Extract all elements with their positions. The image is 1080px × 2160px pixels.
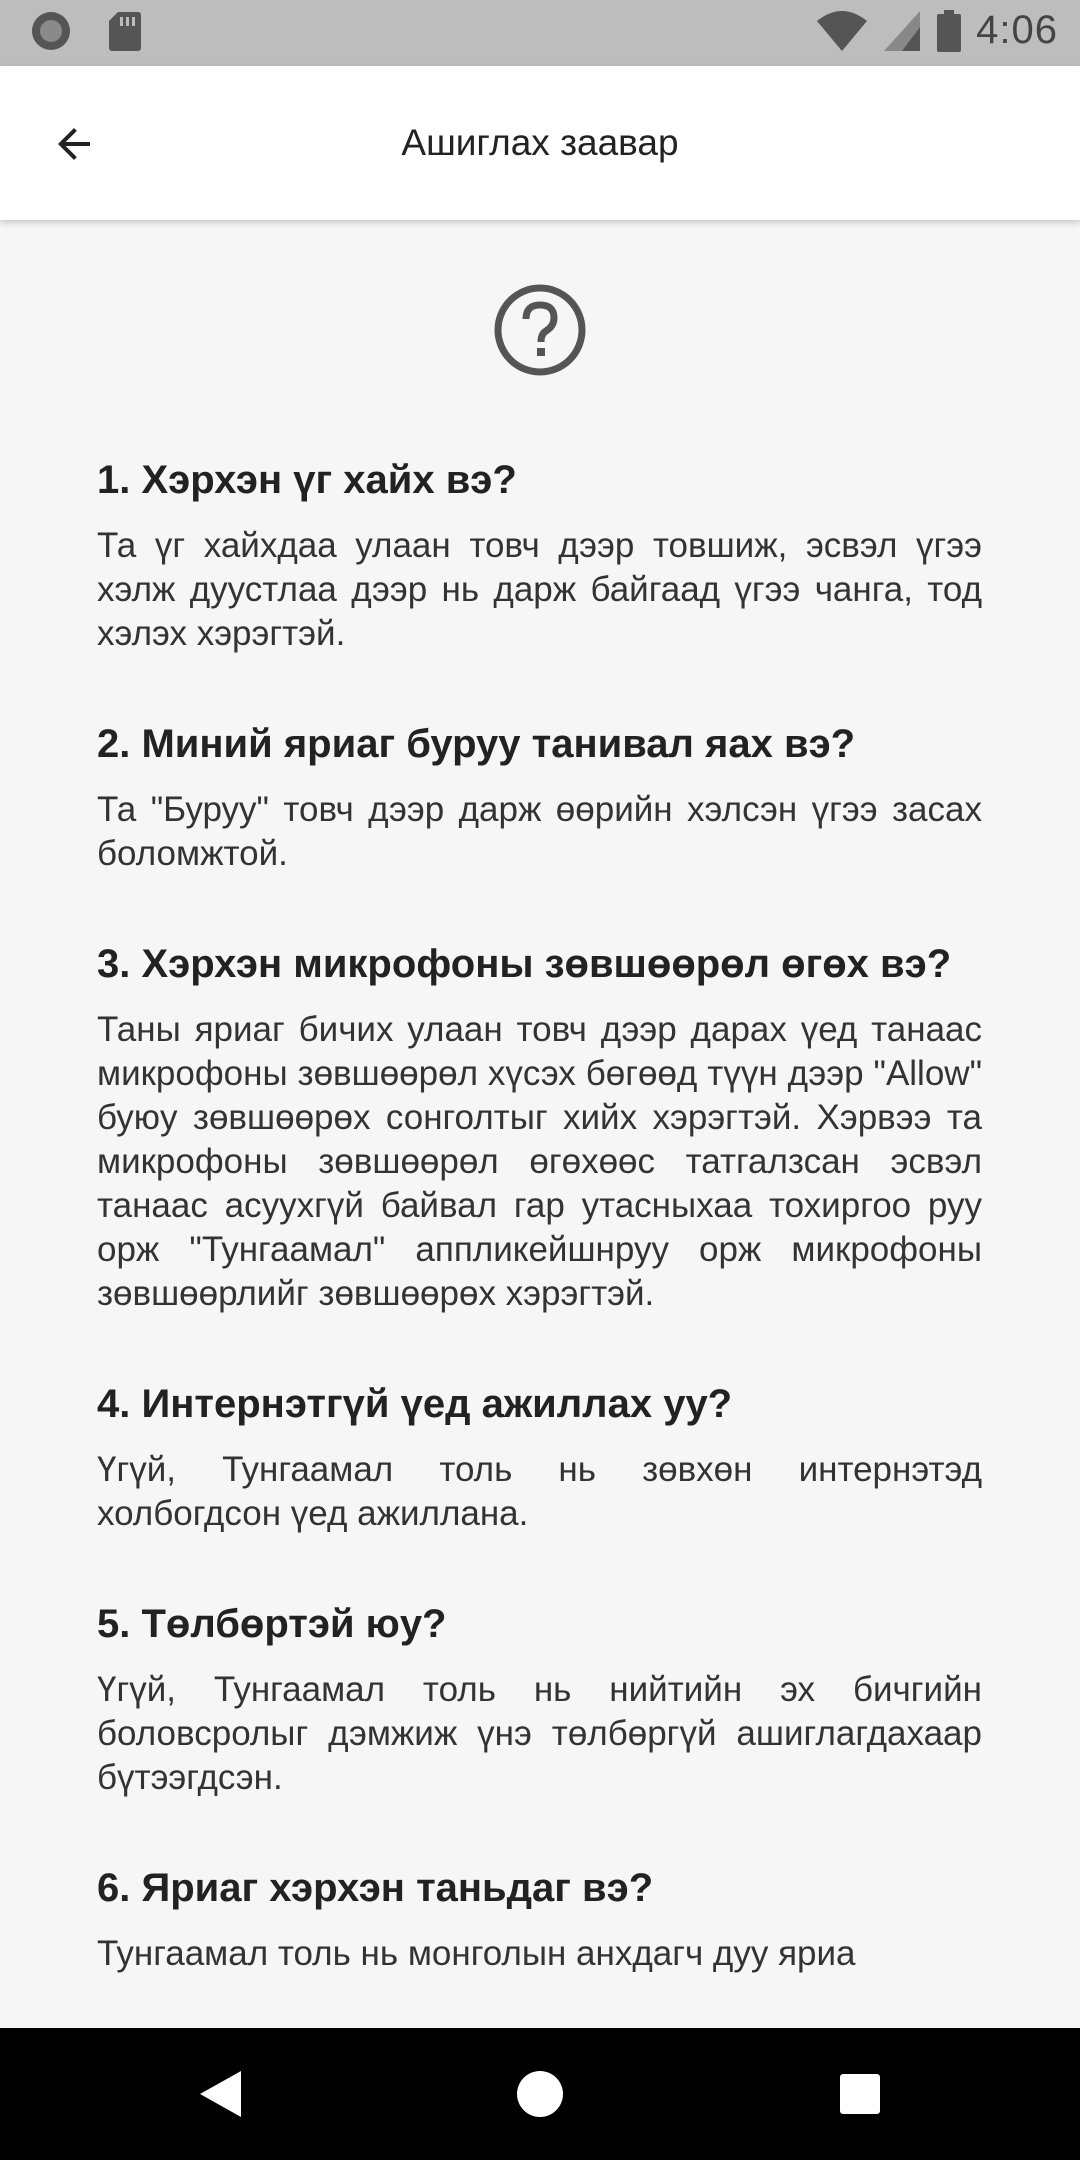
- faq-question: 4. Интернэтгүй үед ажиллах уу?: [97, 1382, 733, 1426]
- faq-question: 2. Миний яриаг буруу танивал яах вэ?: [97, 722, 856, 766]
- nav-back-button[interactable]: [180, 2054, 260, 2134]
- faq-item: [97, 1860, 982, 1976]
- nav-recents-button[interactable]: [820, 2054, 900, 2134]
- faq-question: 1. Хэрхэн үг хайх вэ?: [97, 458, 517, 502]
- faq-question: 5. Төлбөртэй юу?: [97, 1602, 447, 1646]
- faq-question: 3. Хэрхэн микрофоны зөвшөөрөл өгөх вэ?: [97, 942, 952, 986]
- system-nav-bar: [0, 2028, 1080, 2160]
- help-content[interactable]: [0, 220, 1080, 2028]
- faq-item: [97, 1376, 982, 1536]
- back-button[interactable]: [40, 110, 108, 178]
- page-title: Ашиглах заавар: [401, 122, 679, 163]
- circle-notification-icon: [30, 10, 72, 52]
- faq-item: [97, 716, 982, 876]
- battery-icon: [936, 9, 962, 53]
- nav-home-icon: [516, 2070, 564, 2118]
- nav-home-button[interactable]: [500, 2054, 580, 2134]
- nav-back-icon: [197, 2069, 243, 2119]
- status-bar-left: [30, 10, 142, 52]
- faq-answer: Та үг хайхдаа улаан товч дээр товшиж, эсвэл үгээ хэлж дуустлаа дээр нь дарж байгаад үгээ чанга, тод хэлэх хэрэгтэй.: [97, 526, 982, 653]
- faq-question: 6. Яриаг хэрхэн таньдаг вэ?: [97, 1866, 654, 1910]
- faq-answer: Таны яриаг бичих улаан товч дээр дарах үед танаас микрофоны зөвшөөрөл хүсэх бөгөөд түүн дээр "Allow" буюу зөвшөөрөх сонголтыг хийх хэрэгтэй. Хэрвээ та микрофоны зөвшөөрөл өгөхөөс татгалзсан эсвэл танаас асуухгүй байвал гар утасныхаа тохиргоо руу орж "Тунгаамал" аппликейшнруу орж микрофоны зөвшөөрлийг зөвшөөрөх хэрэгтэй.: [97, 1010, 982, 1313]
- faq-answer: Үгүй, Тунгаамал толь нь нийтийн эх бичгийн боловсролыг дэмжиж үнэ төлбөргүй ашиглагдахаар бүтээгдсэн.: [97, 1670, 982, 1797]
- status-time: 4:06: [976, 8, 1058, 52]
- signal-icon: [882, 9, 922, 53]
- sd-card-icon: [108, 10, 142, 52]
- faq-answer: Үгүй, Тунгаамал толь нь зөвхөн интернэтэд холбогдсон үед ажиллана.: [97, 1450, 982, 1533]
- faq-item: [97, 452, 982, 656]
- status-bar-right: [816, 8, 1058, 53]
- nav-recents-icon: [839, 2073, 881, 2115]
- help-circle-icon: [492, 282, 588, 378]
- faq-item: [97, 1596, 982, 1800]
- faq-answer: Та "Буруу" товч дээр дарж өөрийн хэлсэн үгээ засах боломжтой.: [97, 790, 982, 873]
- faq-list: [97, 452, 982, 2028]
- help-icon-container: [492, 282, 588, 378]
- wifi-icon: [816, 9, 868, 53]
- app-bar: [0, 66, 1080, 220]
- faq-item: [97, 936, 982, 1316]
- faq-answer: Тунгаамал толь нь монголын анхдагч дуу яриа: [97, 1934, 856, 1973]
- status-bar: [0, 0, 1080, 66]
- arrow-back-icon: [50, 120, 98, 168]
